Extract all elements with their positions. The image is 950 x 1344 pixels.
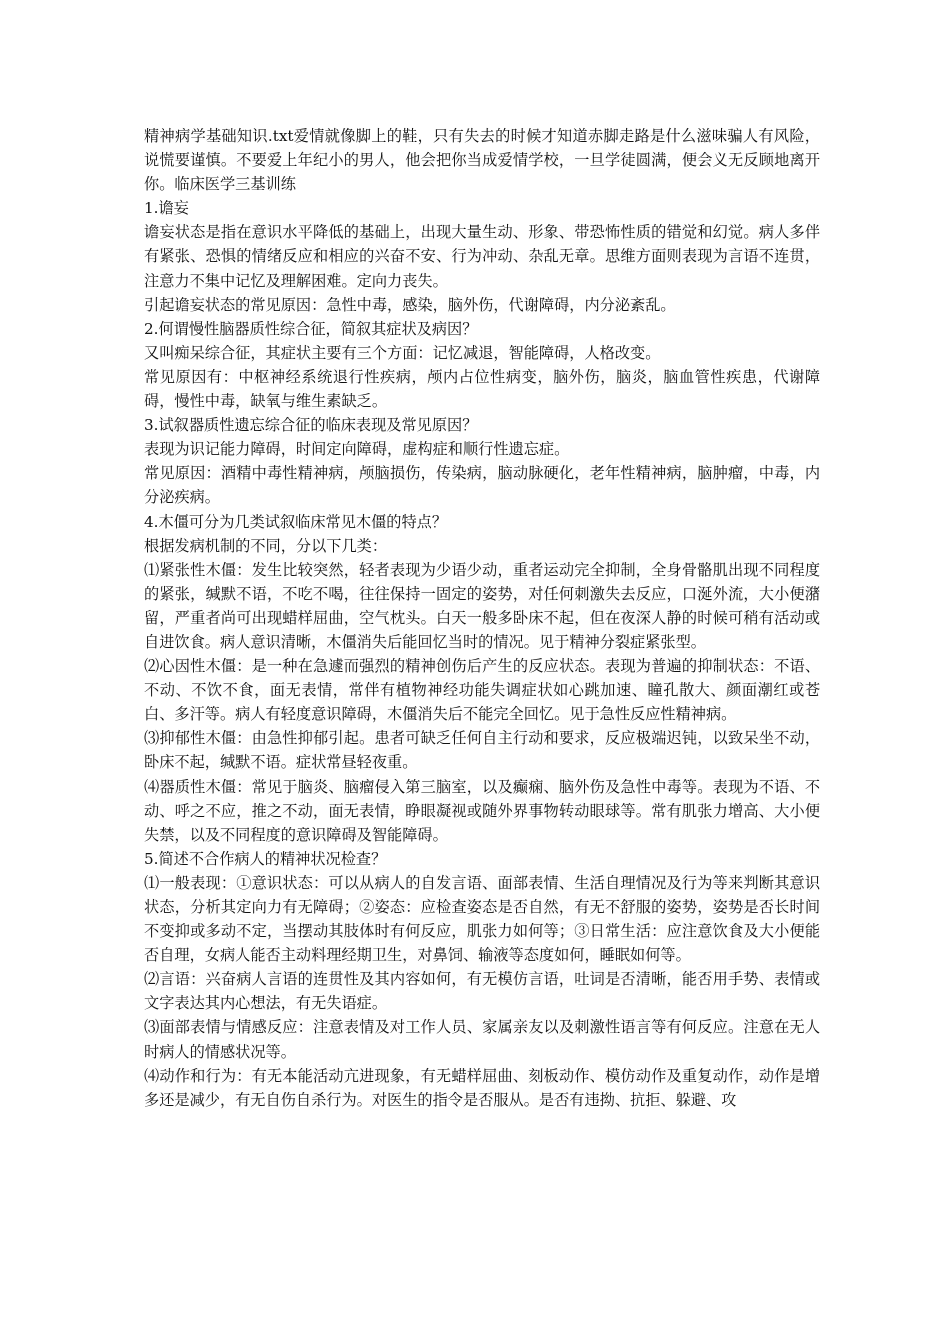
list-item: ⑴紧张性木僵：发生比较突然，轻者表现为少语少动，重者运动完全抑制，全身骨骼肌出现不同程度的紧张，缄默不语，不吃不喝，往往保持一固定的姿势，对任何刺激失去反应，口涎外流，大小便潴留，严重者尚可出现蜡样屈曲，空气枕头。白天一般多卧床不起，但在夜深人静的时候可稍有活动或自进饮食。病人意识清晰，木僵消失后能回忆当时的情况。见于精神分裂症紧张型。	[144, 560, 820, 651]
paragraph: 引起谵妄状态的常见原因：急性中毒，感染，脑外伤，代谢障碍，内分泌紊乱。	[144, 295, 676, 314]
list-item: ⑵言语：兴奋病人言语的连贯性及其内容如何，有无模仿言语，吐词是否清晰，能否用手势、表情或文字表达其内心想法，有无失语症。	[144, 970, 820, 1013]
list-item: ⑷器质性木僵：常见于脑炎、脑瘤侵入第三脑室，以及癫痫、脑外伤及急性中毒等。表现为不语、不动、呼之不应，推之不动，面无表情，睁眼凝视或随外界事物转动眼球等。常有肌张力增高、大小便失禁，以及不同程度的意识障碍及智能障碍。	[144, 777, 820, 844]
list-item: ⑷动作和行为：有无本能活动亢进现象，有无蜡样屈曲、刻板动作、模仿动作及重复动作，动作是增多还是减少，有无自伤自杀行为。对医生的指令是否服从。是否有违拗、抗拒、躲避、攻	[144, 1066, 820, 1109]
heading-question-5: 5.简述不合作病人的精神状况检查？	[144, 849, 387, 868]
list-item: ⑴一般表现：①意识状态：可以从病人的自发言语、面部表情、生活自理情况及行为等来判断其意识状态，分析其定向力有无障碍；②姿态：应检查姿态是否自然，有无不舒服的姿势，姿势是否长时间不变抑或多动不定，当摆动其肢体时有何反应，肌张力如何等；③日常生活：应注意饮食及大小便能否自理，女病人能否主动料理经期卫生，对鼻饲、输液等态度如何，睡眠如何等。	[144, 873, 820, 965]
paragraph: 常见原因：酒精中毒性精神病，颅脑损伤，传染病，脑动脉硬化，老年性精神病，脑肿瘤，中毒，内分泌疾病。	[144, 464, 820, 507]
paragraph-intro: 精神病学基础知识.txt爱情就像脚上的鞋，只有失去的时候才知道赤脚走路是什么滋味骗人有风险，说慌要谨慎。不要爱上年纪小的男人，他会把你当成爱情学校，一旦学徒圆满，便会义无反顾地离开你。临床医学三基训练	[144, 127, 820, 194]
heading-question-4: 4.木僵可分为几类试叙临床常见木僵的特点？	[144, 512, 448, 531]
list-item: ⑶面部表情与情感反应：注意表情及对工作人员、家属亲友以及刺激性语言等有何反应。注意在无人时病人的情感状况等。	[144, 1018, 820, 1061]
list-item: ⑵心因性木僵：是一种在急遽而强烈的精神创伤后产生的反应状态。表现为普遍的抑制状态：不语、不动、不饮不食，面无表情，常伴有植物神经功能失调症状如心跳加速、瞳孔散大、颜面潮红或苍白、多汗等。病人有轻度意识障碍，木僵消失后不能完全回忆。见于急性反应性精神病。	[144, 657, 820, 724]
paragraph: 谵妄状态是指在意识水平降低的基础上，出现大量生动、形象、带恐怖性质的错觉和幻觉。病人多伴有紧张、恐惧的情绪反应和相应的兴奋不安、行为冲动、杂乱无章。思维方面则表现为言语不连贯，注意力不集中记忆及理解困难。定向力丧失。	[144, 223, 820, 290]
heading-question-3: 3.试叙器质性遗忘综合征的临床表现及常见原因？	[144, 416, 478, 435]
heading-question-2: 2.何谓慢性脑器质性综合征，简叙其症状及病因？	[144, 319, 478, 338]
heading-delirium: 1.谵妄	[144, 199, 189, 218]
paragraph: 常见原因有：中枢神经系统退行性疾病，颅内占位性病变，脑外伤，脑炎，脑血管性疾患，代谢障碍，慢性中毒，缺氧与维生素缺乏。	[144, 367, 820, 411]
document-body	[144, 124, 820, 1112]
paragraph: 又叫痴呆综合征，其症状主要有三个方面：记忆减退，智能障碍，人格改变。	[144, 343, 661, 362]
paragraph: 表现为识记能力障碍，时间定向障碍，虚构症和顺行性遗忘症。	[144, 440, 570, 459]
paragraph: 根据发病机制的不同，分以下几类：	[144, 536, 387, 555]
list-item: ⑶抑郁性木僵：由急性抑郁引起。患者可缺乏任何自主行动和要求，反应极端迟钝，以致呆坐不动，卧床不起，缄默不语。症状常昼轻夜重。	[144, 729, 820, 772]
